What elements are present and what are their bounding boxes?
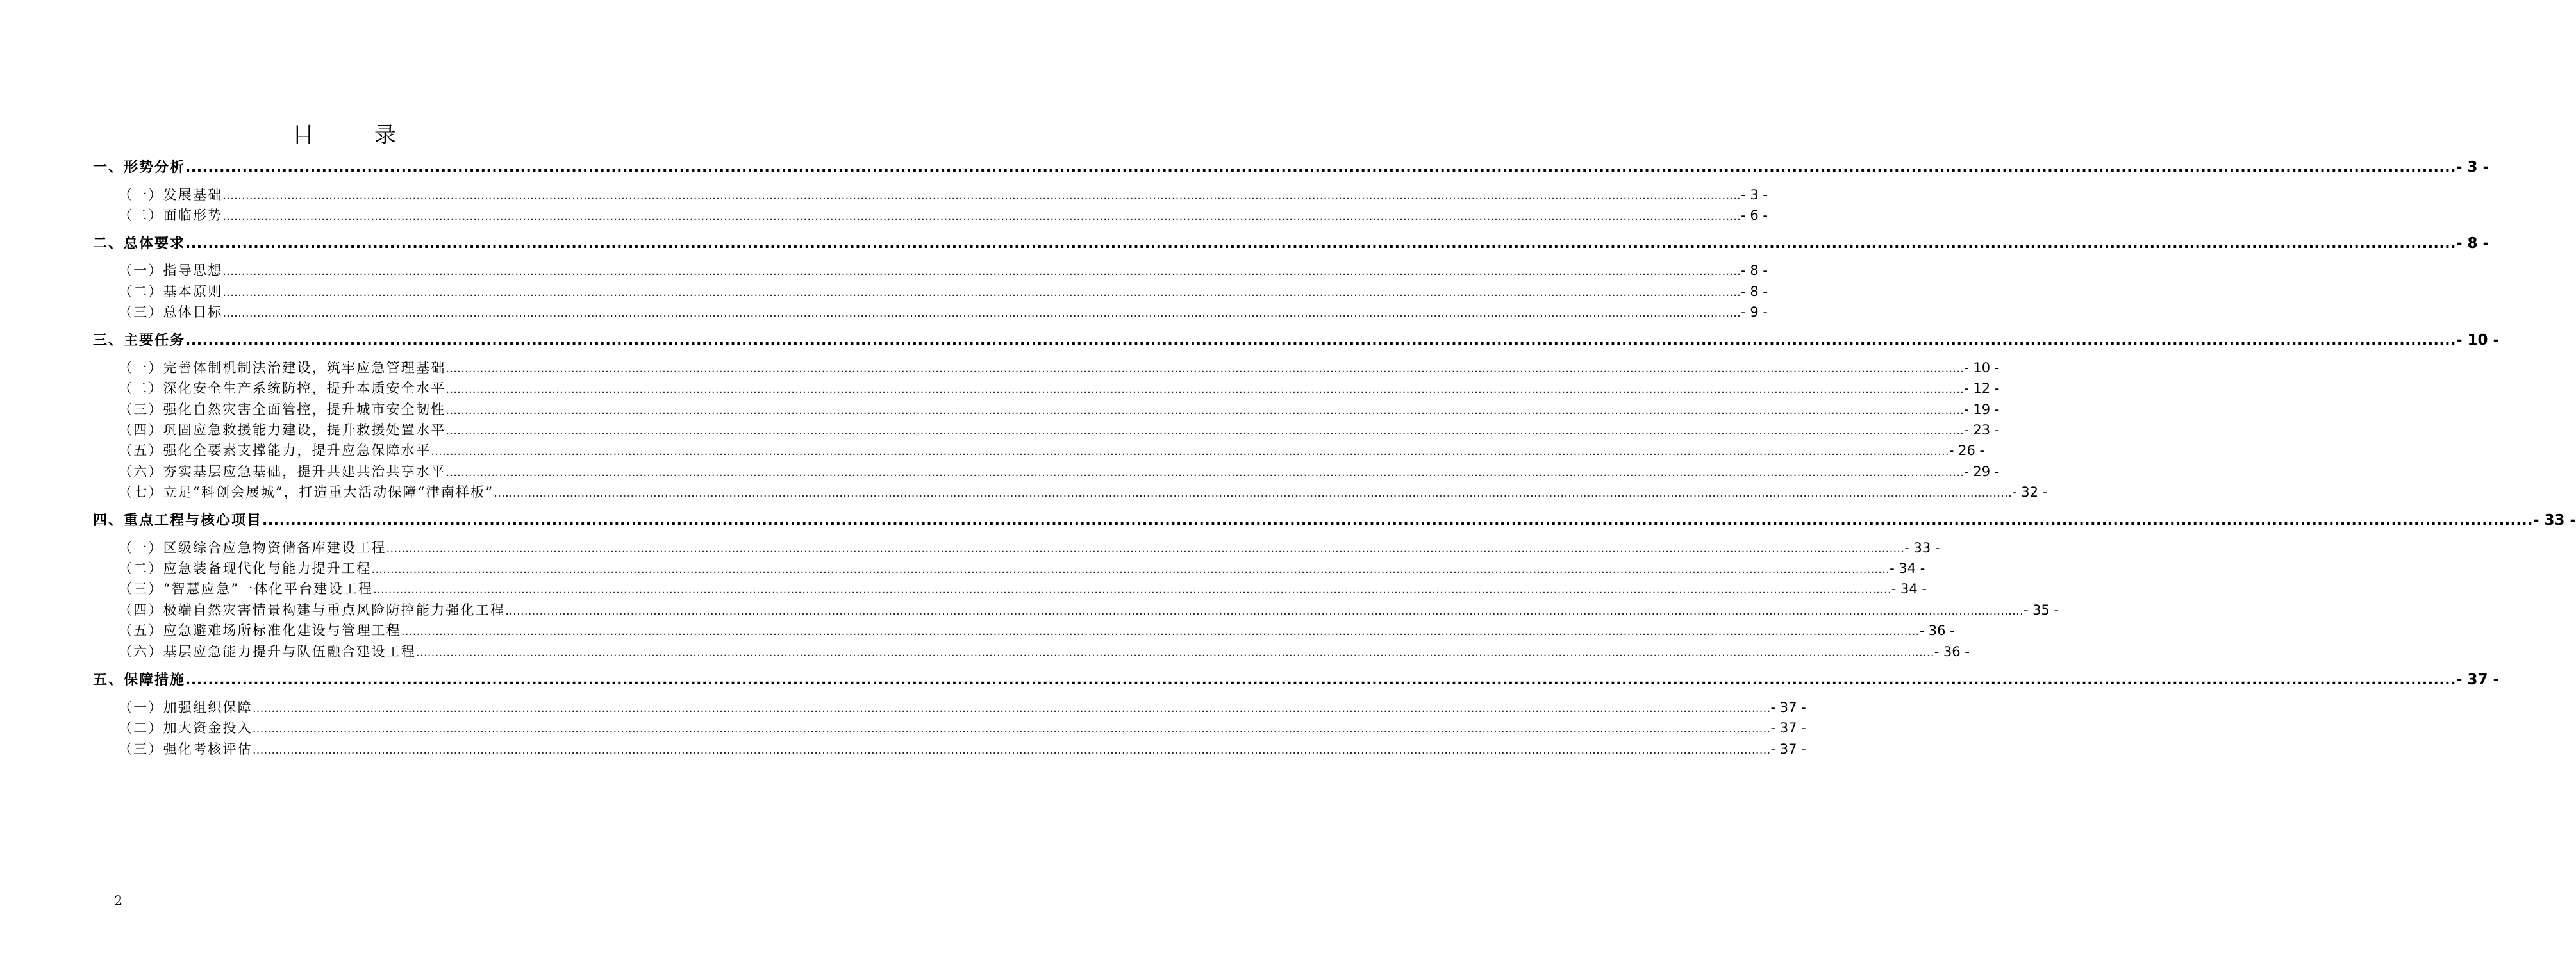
toc-entry-title: （一）完善体制机制法治建设，筑牢应急管理基础 [119,360,446,376]
toc-section-entry[interactable] [119,559,1925,578]
toc-leader-dots: ................................................................................................................................................................................................................................................................................................................................................................................................................ [185,236,2456,252]
toc-section-entry[interactable] [119,462,2000,481]
toc-entry-page: - 3 - [2456,159,2489,176]
toc-entry-title: （二）加大资金投入 [119,720,253,736]
toc-section-entry[interactable] [119,379,2000,398]
toc-entry-page: - 37 - [1770,720,1806,736]
toc-entry-title: （四）极端自然灾害情景构建与重点风险防控能力强化工程 [119,602,506,618]
toc-section-entry[interactable] [119,579,1927,598]
toc-entry-page: - 34 - [1890,561,1925,576]
toc-leader-dots: ................................................................................................................................................................................................................................................................................................................................................................................................................ [494,486,2013,500]
toc-section-entry[interactable] [119,358,2000,377]
toc-entry-page: - 36 - [1934,644,1970,659]
toc-section-entry[interactable] [119,206,1768,225]
toc-leader-dots: ................................................................................................................................................................................................................................................................................................................................................................................................................ [185,160,2456,176]
toc-section-entry[interactable] [119,441,1985,460]
toc-entry-page: - 37 - [2456,672,2500,688]
toc-entry-page: - 37 - [1770,700,1806,715]
toc-entry-title: 一、形势分析 [93,159,186,176]
toc-section-entry[interactable] [119,642,1970,661]
toc-entry-page: - 10 - [2456,332,2500,349]
toc-chapter-entry[interactable] [93,233,2489,254]
toc-leader-dots: ................................................................................................................................................................................................................................................................................................................................................................................................................ [371,563,1890,576]
toc-entry-page: - 12 - [1964,381,2000,396]
toc-leader-dots: ................................................................................................................................................................................................................................................................................................................................................................................................................ [445,466,1965,479]
toc-entry-title: （五）强化全要素支撑能力，提升应急保障水平 [119,443,431,458]
toc-leader-dots: ................................................................................................................................................................................................................................................................................................................................................................................................................ [222,286,1741,299]
toc-entry-page: - 8 - [2456,235,2489,252]
toc-leader-dots: ................................................................................................................................................................................................................................................................................................................................................................................................................ [445,424,1965,438]
toc-leader-dots: ................................................................................................................................................................................................................................................................................................................................................................................................................ [505,604,2023,618]
toc-entry-page: - 33 - [1904,540,1940,556]
toc-entry-title: （六）基层应急能力提升与队伍融合建设工程 [119,644,416,659]
toc-section-entry[interactable] [119,400,2000,419]
toc-entry-page: - 6 - [1741,208,1768,223]
toc-entry-title: 二、总体要求 [93,235,186,252]
toc-leader-dots: ................................................................................................................................................................................................................................................................................................................................................................................................................ [386,542,1905,556]
toc-entry-page: - 3 - [1741,187,1768,202]
toc-entry-title: （三）强化考核评估 [119,741,253,757]
toc-leader-dots: ................................................................................................................................................................................................................................................................................................................................................................................................................ [252,702,1771,715]
toc-entry-title: （五）应急避难场所标准化建设与管理工程 [119,623,401,638]
toc-section-entry[interactable] [119,420,2000,440]
toc-section-entry[interactable] [119,739,1806,759]
toc-section-entry[interactable] [119,185,1768,204]
toc-chapter-entry[interactable] [93,157,2489,177]
toc-section-entry[interactable] [119,538,1940,557]
toc-entry-page: - 26 - [1949,443,1985,458]
toc-entry-title: （四）巩固应急救援能力建设，提升救援处置水平 [119,422,446,438]
toc-section-entry[interactable] [119,600,2059,620]
toc-chapter-entry[interactable] [93,510,2576,531]
toc-entry-page: - 33 - [2532,512,2576,529]
toc-section-entry[interactable] [119,718,1806,738]
toc-entry-page: - 36 - [1919,623,1955,638]
toc-chapter-entry[interactable] [93,330,2500,351]
toc-leader-dots: ................................................................................................................................................................................................................................................................................................................................................................................................................ [222,210,1741,223]
toc-entry-title: （一）加强组织保障 [119,700,253,715]
toc-leader-dots: ................................................................................................................................................................................................................................................................................................................................................................................................................ [416,646,1934,659]
toc-leader-dots: ................................................................................................................................................................................................................................................................................................................................................................................................................ [445,404,1965,417]
toc-section-entry[interactable] [119,302,1768,322]
toc-section-entry[interactable] [119,698,1806,717]
toc-entry-page: - 37 - [1770,741,1806,757]
toc-entry-title: 三、主要任务 [93,332,186,349]
toc-entry-page: - 8 - [1741,284,1768,299]
toc-leader-dots: ................................................................................................................................................................................................................................................................................................................................................................................................................ [445,362,1965,376]
toc-entry-title: （二）应急装备现代化与能力提升工程 [119,561,372,576]
toc-entry-title: 五、保障措施 [93,672,186,688]
toc-leader-dots: ................................................................................................................................................................................................................................................................................................................................................................................................................ [185,672,2456,688]
toc-entry-page: - 29 - [1964,464,2000,479]
toc-leader-dots: ................................................................................................................................................................................................................................................................................................................................................................................................................ [401,625,1920,638]
toc-entry-title: （二）面临形势 [119,208,223,223]
toc-section-entry[interactable] [119,282,1768,301]
toc-entry-page: - 10 - [1964,360,2000,376]
toc-entry-page: - 35 - [2023,602,2059,618]
toc-entry-title: 四、重点工程与核心项目 [93,512,263,529]
toc-entry-title: （六）夯实基层应急基础，提升共建共治共享水平 [119,464,446,479]
toc-leader-dots: ................................................................................................................................................................................................................................................................................................................................................................................................................ [222,265,1741,278]
toc-leader-dots: ................................................................................................................................................................................................................................................................................................................................................................................................................ [185,333,2456,349]
toc-entry-title: （三）强化自然灾害全面管控，提升城市安全韧性 [119,402,446,417]
toc-leader-dots: ................................................................................................................................................................................................................................................................................................................................................................................................................ [373,583,1891,597]
toc-entry-page: - 9 - [1741,304,1768,320]
toc-leader-dots: ................................................................................................................................................................................................................................................................................................................................................................................................................ [431,445,1949,458]
toc-entry-title: （七）立足“科创会展城”，打造重大活动保障“津南样板” [119,484,494,500]
toc-entry-title: （二）深化安全生产系统防控，提升本质安全水平 [119,381,446,396]
toc-entry-page: - 23 - [1964,422,2000,438]
toc-entry-title: （一）指导思想 [119,263,223,278]
toc-leader-dots: ................................................................................................................................................................................................................................................................................................................................................................................................................ [445,383,1965,396]
toc-entry-title: （一）发展基础 [119,187,223,202]
toc-section-entry[interactable] [119,621,1955,640]
toc-entry-title: （三）总体目标 [119,304,223,320]
toc-chapter-entry[interactable] [93,670,2500,690]
toc-leader-dots: ................................................................................................................................................................................................................................................................................................................................................................................................................ [252,743,1771,757]
toc-leader-dots: ................................................................................................................................................................................................................................................................................................................................................................................................................ [262,513,2533,529]
toc-leader-dots: ................................................................................................................................................................................................................................................................................................................................................................................................................ [222,306,1741,320]
toc-entry-page: - 34 - [1891,581,1927,597]
toc-entry-page: - 32 - [2012,484,2048,500]
toc-entry-page: - 8 - [1741,263,1768,278]
toc-leader-dots: ................................................................................................................................................................................................................................................................................................................................................................................................................ [252,722,1771,736]
toc-title: 目 录 [292,122,415,148]
toc-entry-page: - 19 - [1964,402,2000,417]
toc-section-entry[interactable] [119,483,2048,502]
page-number: － 2 － [90,893,151,908]
toc-entry-title: （三）“智慧应急”一体化平台建设工程 [119,581,374,597]
toc-entry-title: （一）区级综合应急物资储备库建设工程 [119,540,386,556]
toc-leader-dots: ................................................................................................................................................................................................................................................................................................................................................................................................................ [222,189,1741,202]
toc-section-entry[interactable] [119,261,1768,280]
toc-entry-title: （二）基本原则 [119,284,223,299]
